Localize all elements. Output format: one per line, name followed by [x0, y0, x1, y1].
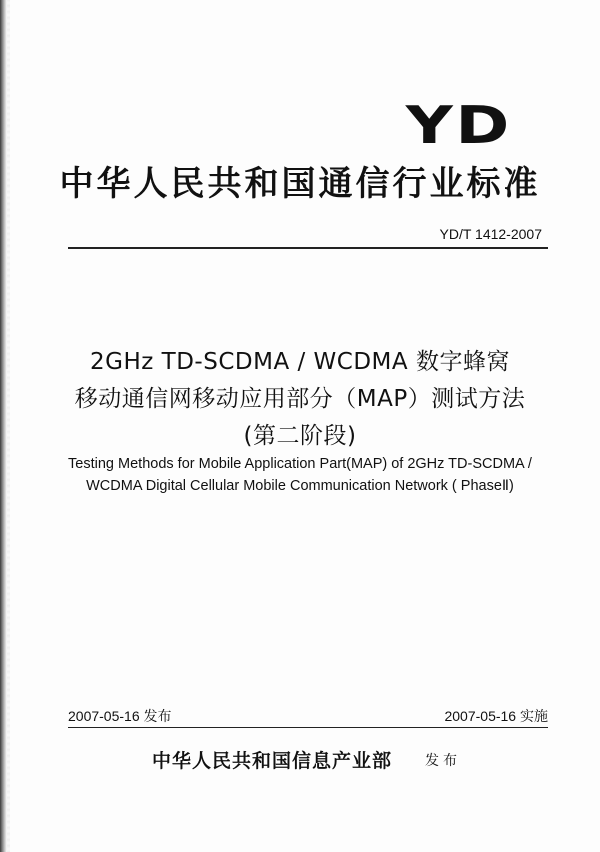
top-divider	[68, 247, 548, 249]
publisher-name: 中华人民共和国信息产业部	[152, 750, 393, 772]
standard-number: YD/T 1412-2007	[439, 226, 542, 242]
bottom-divider	[68, 727, 548, 728]
implementation-date: 2007-05-16 实施	[444, 708, 548, 724]
title-cn-line2: 移动通信网移动应用部分（MAP）测试方法	[74, 386, 526, 412]
publisher-suffix: 发布	[425, 753, 461, 769]
title-cn-line3: (第二阶段)	[243, 423, 357, 449]
title-cn-line1: 2GHz TD-SCDMA / WCDMA 数字蜂窝	[90, 349, 510, 375]
org-title: 中华人民共和国通信行业标准	[59, 164, 541, 204]
issue-date: 2007-05-16 发布	[68, 708, 172, 724]
title-en-line1: Testing Methods for Mobile Application Part(MAP) of 2GHz TD-SCDMA /	[68, 456, 532, 472]
title-en-line2: WCDMA Digital Cellular Mobile Communication Network ( PhaseⅡ)	[86, 478, 514, 494]
yd-logo: YD	[405, 96, 512, 156]
